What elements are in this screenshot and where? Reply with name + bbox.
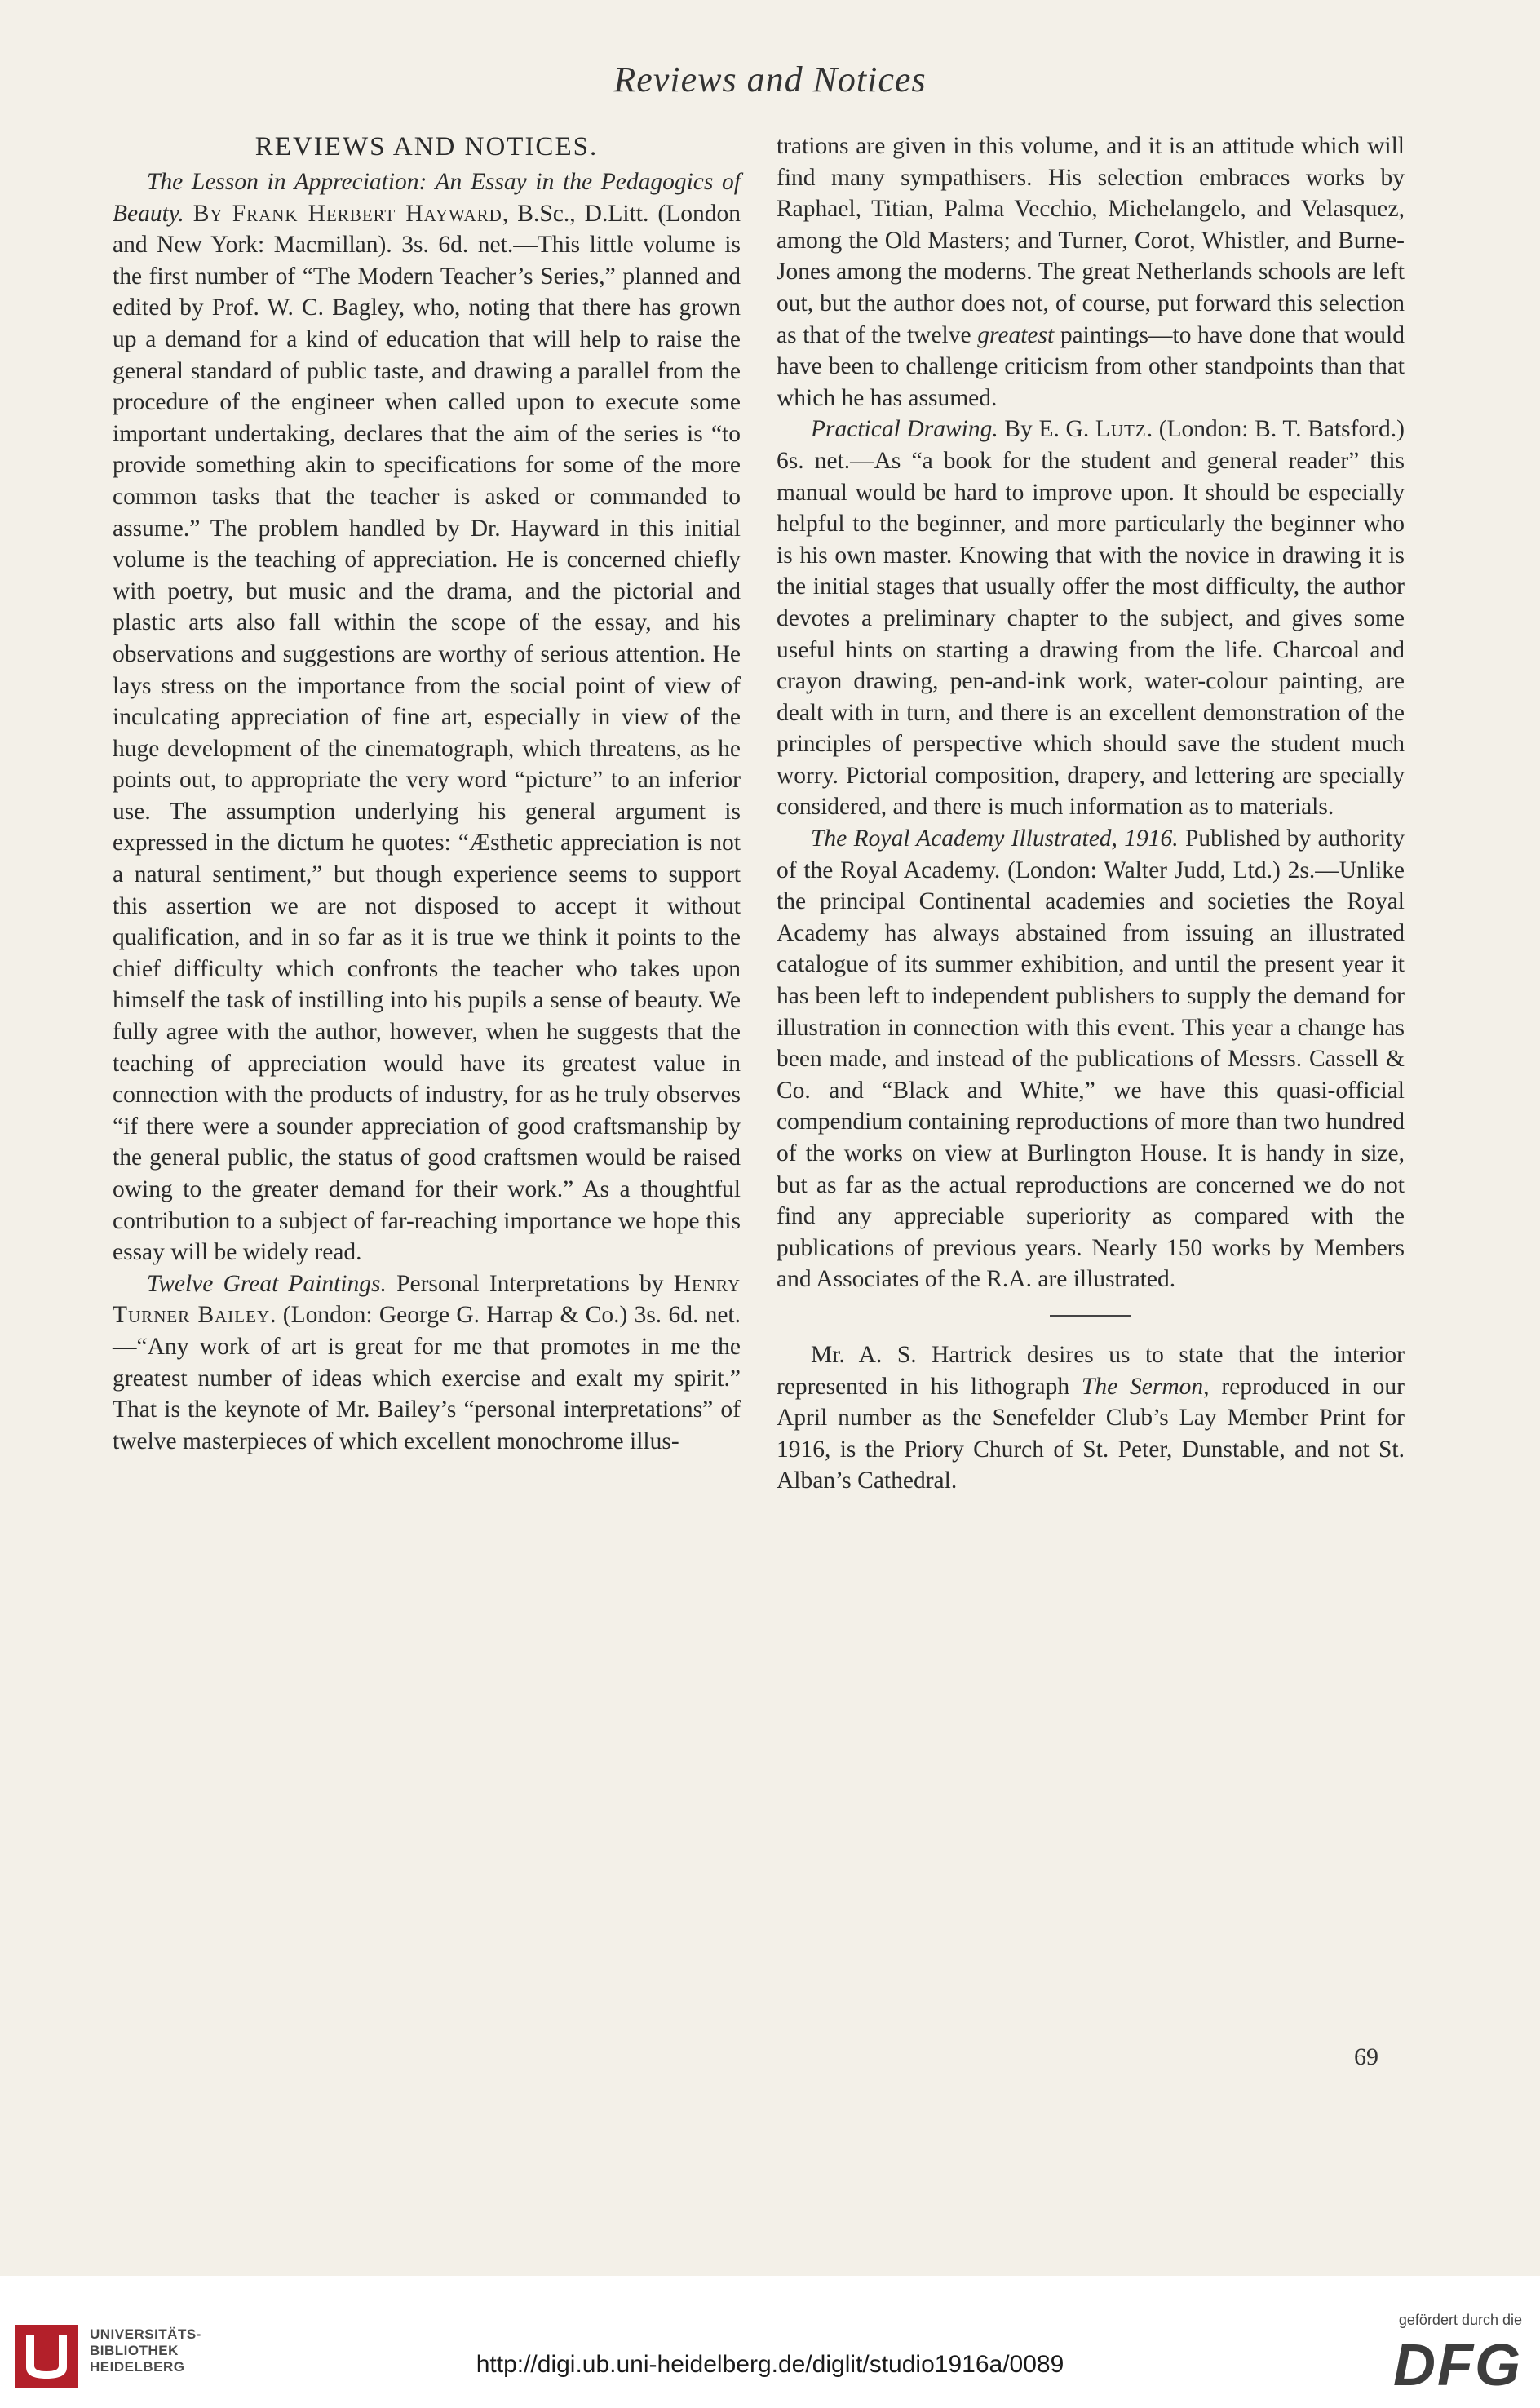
book-title: Practical Drawing. [811,416,998,443]
author-name: Henry Turner Bailey [113,1270,741,1329]
emphasis: greatest [977,321,1055,348]
review-royal-academy-illustrated [777,823,1405,1295]
book-title: Twelve Great Paintings. [147,1270,387,1297]
funded-by-label: gefördert durch die [1398,2312,1522,2328]
section-title: REVIEWS AND NOTICES. [254,132,599,162]
notice-text: , reproduced in our April number as the Senefelder Club’s Lay Member Print for 1916, is the Priory Church of St. Peter, Dunstable, and not St. Alban’s Cathedral. [777,1373,1405,1494]
artwork-title: The Sermon [1081,1373,1204,1400]
dfg-logo: DFG [1393,2333,1522,2398]
notice-text: Mr. A. S. Hartrick desires us to state that the interior represented in his lithograph [777,1341,1405,1400]
review-text: Personal Interpretations by [386,1270,674,1297]
review-text: . (London: B. T. Batsford.) 6s. net.—As “a book for the student and general reader” this manual would be hard to improve upon. It should be especially helpful to the beginner, and more particularly the beginner who is his own master. Knowing that with the novice in drawing it is the initial stages that usually offer the most difficulty, the author devotes a preliminary chapter to the subject, and gives some useful hints on starting a drawing from the life. Charcoal and crayon drawing, pen-and-ink work, water-colour painting, are dealt with in turn, and there is an excellent demonstration of the principles of perspective which should save the student much worry. Pictorial composition, drapery, and lettering are specially considered, and there is much information as to materials. [777,416,1405,821]
author-name: Lutz [1095,416,1147,443]
review-text: , B.Sc., D.Litt. (London and New York: Macmillan). 3s. 6d. net.—This little volume is the first number of “The Modern Teacher’s Series,” planned and edited by Prof. W. C. Bagley, who, noting that there has grown up a demand for a kind of education that will help to raise the general standard of public taste, and drawing a parallel from the procedure of the engineer when called upon to execute some important undertaking, declares that the aim of the series is “to provide something akin to specifications for some of the more common tasks that the teacher is asked or commanded to assume.” The problem handled by Dr. Hayward in this initial volume is the teaching of appreciation. He is concerned chiefly with poetry, but music and the drama, and the pictorial and plastic arts also fall within the scope of the essay, and his observations and suggestions are worthy of serious attention. He lays stress on the importance from the social point of view of inculcating appreciation of fine art, especially in view of the huge development of the cinematograph, which threatens, as he points out, to appropriate the very word “picture” to an inferior use. The assumption underlying his general argument is expressed in the dictum he quotes: “Æsthetic appreciation is not a natural sentiment,” but though experience seems to support this assertion we are not disposed to accept it without qualification, and in so far as it is true we think it points to the chief difficulty which confronts the teacher who takes upon himself the task of instilling into his pupils a sense of beauty. We fully agree with the author, however, when he suggests that the teaching of appreciation would have its greatest value in connection with the products of industry, for as he truly observes “if there were a sounder appreciation of good craftsmanship by the general public, the status of good craftsmen would be raised owing to the greater demand for their work.” As a thoughtful contribution to a subject of far-reaching importance we hope this essay will be widely read. [113,200,741,1266]
hartrick-notice [777,1339,1405,1497]
running-head: Reviews and Notices [613,60,927,100]
review-text: By E. G. [998,416,1095,443]
review-text: paintings—to have done that would have been to challenge criticism from other standpoints than that which he has assumed. [777,321,1405,411]
library-name-line: UNIVERSITÄTS- [90,2326,201,2342]
source-url-link[interactable]: http://digi.ub.uni-heidelberg.de/diglit/studio1916a/0089 [476,2351,1064,2378]
library-name-line: HEIDELBERG [90,2359,185,2375]
review-text: trations are given in this volume, and it is an attitude which will find many sympathisers. His selection embraces works by Raphael, Titian, Palma Vecchio, Michelangelo, and Velasquez, among the Old Masters; and Turner, Corot, Whistler, and Burne-Jones among the moderns. The great Netherlands schools are left out, but the author does not, of course, put forward this selection as that of the twelve [777,133,1405,348]
book-title: The Lesson in Appreciation: An Essay in the Pedagogics of Beauty. [113,169,741,227]
book-title: The Royal Academy Illustrated, 1916. [811,826,1179,852]
by-word: By [192,200,223,227]
library-name-line: BIBLIOTHEK [90,2343,179,2358]
review-practical-drawing [777,414,1405,823]
review-text: . (London: George G. Harrap & Co.) 3s. 6d. net.—“Any work of art is great for me that promotes in me the greatest number of ideas which exercise and exalt my spirit.” That is the keynote of Mr. Bailey’s “personal interpretations” of twelve masterpieces of which excellent monochrome illus- [113,1302,741,1454]
right-column [777,131,1405,1497]
review-text: Published by authority of the Royal Academy. (London: Walter Judd, Ltd.) 2s.—Unlike the principal Continental academies and societies the Royal Academy has always abstained from issuing an illustrated catalogue of its summer exhibition, and until the present year it has been left to independent publishers to supply the demand for illustration in connection with this event. This year a change has been made, and instead of the publications of Messrs. Cassell & Co. and “Black and White,” we have this quasi-official compendium containing reproductions of more than two hundred of the works on view at Burlington House. It is handy in size, but as far as the actual reproductions are concerned we do not find any appreciable superiority as compared with the publications of previous years. Nearly 150 works by Members and Associates of the R.A. are illustrated. [777,826,1405,1293]
section-divider [1050,1315,1131,1317]
left-column [113,131,741,1457]
review-continuation [777,131,1405,414]
author-name: Frank Herbert Hayward [232,200,502,227]
digitization-footer [0,2276,1540,2408]
review-twelve-great-paintings [113,1268,741,1458]
review-lesson-in-appreciation [113,166,741,1268]
page-number: 69 [1354,2043,1378,2070]
